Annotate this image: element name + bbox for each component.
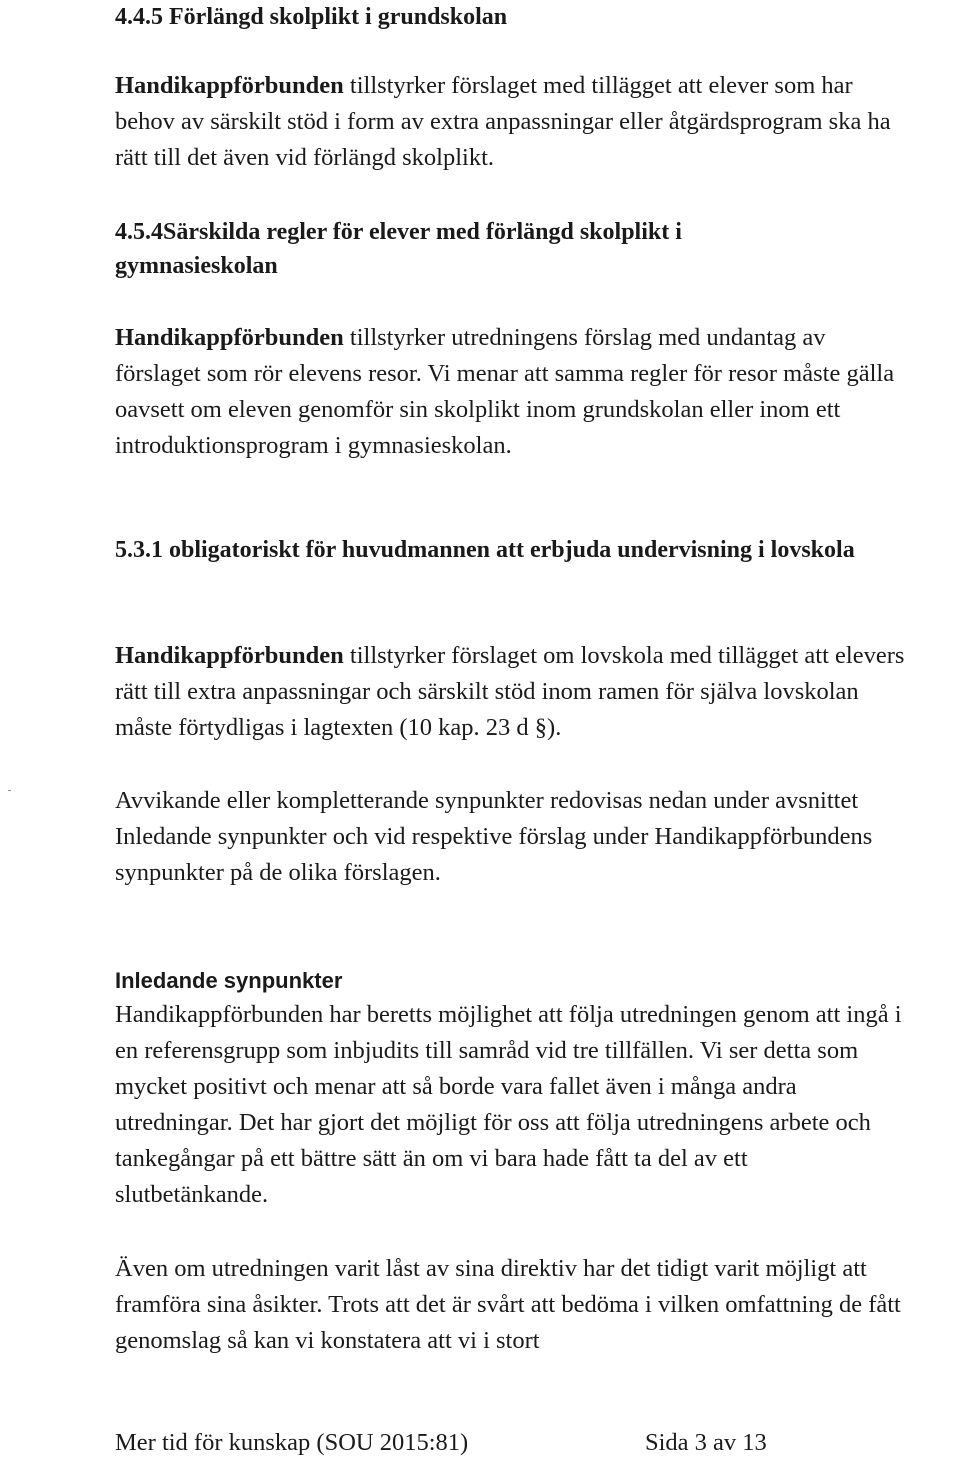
intro-paragraph-1: Handikappförbunden har beretts möjlighet att följa utredningen genom att ingå i en referensgrupp som inbjudits till samråd vid tre tillfällen. Vi ser detta som mycket positivt och menar att så borde vara fallet även i många andra utredningar. Det har gjort det möjligt för oss att följa utredningens arbete och tankegångar på ett bättre sätt än om vi bara hade fått ta del av ett slutbetänkande. — [115, 1001, 902, 1208]
org-name: Handikappförbunden — [115, 324, 344, 351]
heading-4-5-4: 4.5.4Särskilda regler för elever med förlängd skolplikt i gymnasieskolan — [115, 219, 682, 279]
intro-paragraph-2: Även om utredningen varit låst av sina direktiv har det tidigt varit möjligt att framföra sina åsikter. Trots att det är svårt att bedöma i vilken omfattning de fått genomslag så kan vi konstatera att vi i stort — [115, 1255, 901, 1354]
heading-4-4-5: 4.4.5 Förlängd skolplikt i grundskolan — [115, 4, 508, 30]
paragraph-text: tillstyrker utredningens förslag med undantag av förslaget som rör elevens resor. Vi menar att samma regler för resor måste gälla oavsett om eleven genomför sin skolplikt inom grundskolan eller inom ett introduktionsprogram i gymnasieskolan. — [115, 324, 895, 459]
paragraph-text: tillstyrker förslaget med tillägget att elever som har behov av särskilt stöd i form av extra anpassningar eller åtgärdsprogram ska ha rätt till det även vid förlängd skolplikt. — [115, 72, 891, 171]
scan-speck — [8, 790, 11, 791]
footer-document-title: Mer tid för kunskap (SOU 2015:81) — [115, 1429, 469, 1456]
heading-5-3-1: 5.3.1 obligatoriskt för huvudmannen att erbjuda undervisning i lovskola — [115, 537, 855, 563]
paragraph-text: tillstyrker förslaget om lovskola med tillägget att elevers rätt till extra anpassningar och särskilt stöd inom ramen för själva lovskolan måste förtydligas i lagtexten (10 kap. 23 d §). — [115, 642, 905, 741]
footer-page-number: Sida 3 av 13 — [645, 1429, 767, 1456]
note-paragraph: Avvikande eller kompletterande synpunkter redovisas nedan under avsnittet Inledande synpunkter och vid respektive förslag under Handikappförbundens synpunkter på de olika förslagen. — [115, 787, 873, 886]
org-name: Handikappförbunden — [115, 72, 344, 99]
paragraph-4-4-5 — [115, 68, 905, 176]
org-name: Handikappförbunden — [115, 642, 344, 669]
paragraph-5-3-1 — [115, 638, 905, 746]
heading-inledande-synpunkter: Inledande synpunkter — [115, 968, 343, 993]
paragraph-4-5-4 — [115, 320, 905, 464]
